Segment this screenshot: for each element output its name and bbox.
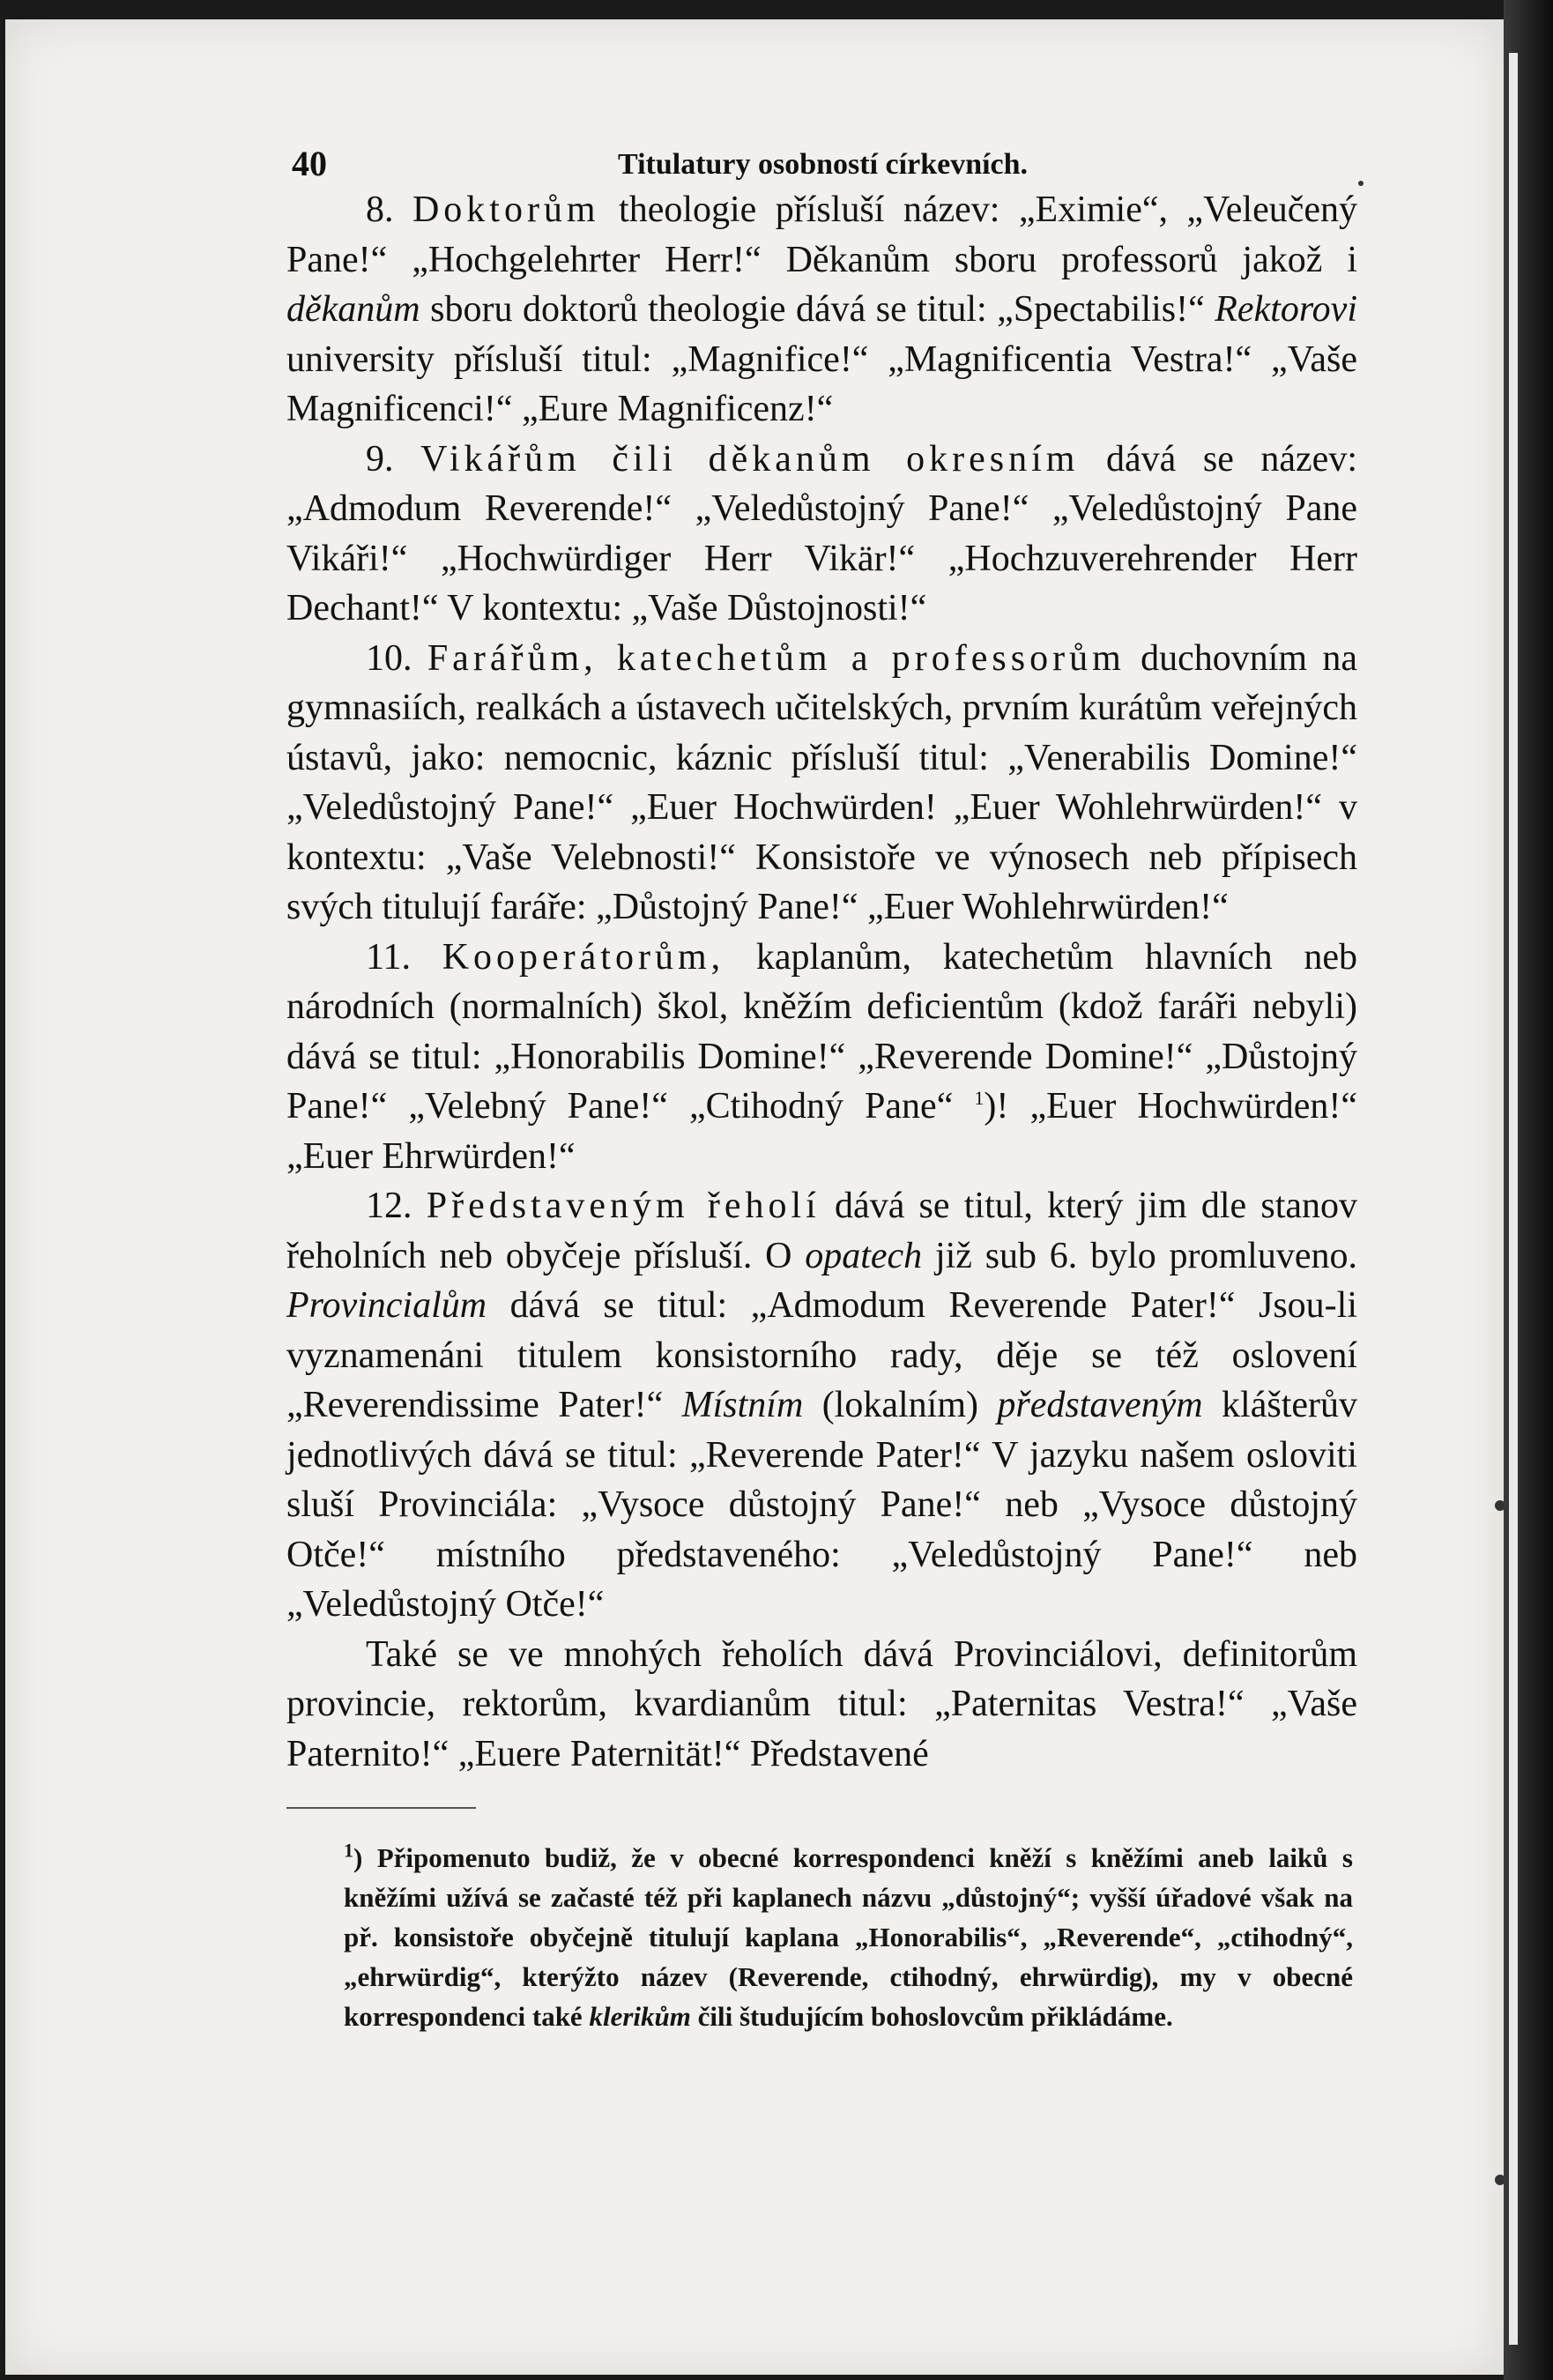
- speck-mark: [1358, 181, 1364, 186]
- text-run: university přísluší titul: „Magnifice!“ „Magnificentia Vestra!“ „Vaše Magnificenci!“ „Eure Magnificenz!“: [286, 338, 1357, 429]
- speck-mark: [1495, 2175, 1504, 2185]
- text-run: (lokalním): [803, 1385, 998, 1425]
- text-run: klášterův jednotlivých dává se titul: „Reverende Pater!“ V jazyku našem osloviti sluší Provinciála: „Vysoce důstojný Pane!“ neb „Vysoce důstojný Otče!“ místního představeného: „Veledůstojný Pane!“ neb „Veledůstojný Otče!“: [286, 1385, 1357, 1625]
- footnote-divider: [286, 1807, 476, 1809]
- text-run: čili študujícím bohoslovcům přikládáme.: [690, 2001, 1173, 2032]
- italic-run: představeným: [997, 1385, 1203, 1425]
- text-run: již sub 6. bylo promluveno.: [922, 1235, 1357, 1276]
- body-text: [286, 185, 1357, 1779]
- running-title: Titulatury osobností církevních.: [618, 148, 1029, 181]
- italic-run: klerikům: [589, 2001, 691, 2032]
- footnote-ref[interactable]: 1: [974, 1087, 985, 1109]
- paragraph-number: 8.: [366, 190, 394, 230]
- spaced-lead: Představeným řeholí: [426, 1186, 821, 1226]
- paragraph-number: 11.: [366, 936, 411, 978]
- paragraph-number: 9.: [366, 438, 394, 480]
- page-number: 40: [292, 144, 327, 183]
- footnote-text: [344, 1838, 1353, 2036]
- italic-run: Místním: [681, 1385, 804, 1425]
- text-run: theologie přísluší název: „Eximie“, „Veleučený Pane!“ „Hochgelehrter Herr!“ Děkanům sboru professorů jakož i: [286, 190, 1357, 280]
- text-run: kaplanům, katechetům hlavních neb národních (normalních) škol, kněžím deficientům (kdož faráři nebyli) dává se titul: „Honorabilis Domine!“ „Reverende Domine!“ „Důstojný Pane!“ „Velebný Pane!“ „Ctihodný Pane“: [286, 936, 1357, 1127]
- footnote-mark: 1: [344, 1839, 353, 1862]
- paragraph-11: [286, 933, 1357, 1182]
- italic-run: Provincialům: [286, 1285, 487, 1326]
- paragraph-number: 10.: [366, 637, 412, 679]
- text-run: dává se titul: „Admodum Reverende Pater!“ Jsou-li vyznamenáni titulem konsistorního rady, děje se též oslovení „Reverendissime Pater!“: [286, 1285, 1357, 1425]
- spaced-lead: Vikářům čili děkanům okresním: [420, 438, 1080, 480]
- paragraph-continuation: Také se ve mnohých řeholích dává Provinciálovi, definitorům provincie, rektorům, kvardianům titul: „Paternitas Vestra!“ „Vaše Paternito!“ „Euere Paternität!“ Představené: [286, 1633, 1357, 1774]
- text-run: duchovním na gymnasiích, realkách a ústavech učitelských, prvním kurátům veřejných ústavů, jako: nemocnic, káznic přísluší titul: „Venerabilis Domine!“ „Veledůstojný Pane!“ „Euer Hochwürden! „Euer Wohlehrwürden!“ v kontextu: „Vaše Velebnosti!“ Konsistoře ve výnosech neb přípisech svých titulují faráře: „Důstojný Pane!“ „Euer Wohlehrwürden!“: [286, 637, 1358, 927]
- paragraph-number: 12.: [366, 1186, 412, 1226]
- spaced-lead: Doktorům: [412, 190, 600, 230]
- italic-run: opatech: [805, 1235, 923, 1276]
- paragraph-12: [286, 1181, 1357, 1630]
- text-run: dává se titul, který jim dle stanov řeholních neb obyčeje přísluší. O: [286, 1186, 1358, 1276]
- paragraph-8: [286, 185, 1357, 435]
- paragraph-10: [286, 634, 1357, 933]
- text-run: dává se název: „Admodum Reverende!“ „Veledůstojný Pane!“ „Veledůstojný Pane Vikáři!“ „Hochwürdiger Herr Vikär!“ „Hochzuverehrender Herr Dechant!“ V kontextu: „Vaše Důstojnosti!“: [286, 438, 1357, 628]
- paragraph-9: [286, 435, 1357, 634]
- text-run: ) Připomenuto budiž, že v obecné korrespondenci kněží s kněžími aneb laiků s kněžími užívá se začasté též při kaplanech názvu „důstojný“; vyšší úřadové však na př. konsistoře obyčejně titulují kaplana „Honorabilis“, „Reverende“, „ctihodný“, „ehrwürdig“, kterýžto název (Reverende, ctihodný, ehrwürdig), my v obecné korrespondenci také: [344, 1842, 1353, 2032]
- italic-run: děkanům: [286, 289, 420, 330]
- text-run: )! „Euer Hochwürden!“ „Euer Ehrwürden!“: [286, 1086, 1357, 1177]
- speck-mark: [1495, 1500, 1504, 1511]
- spaced-lead: Farářům, katechetům a professorům: [427, 637, 1126, 679]
- scan-edge-strip: [1509, 53, 1518, 2345]
- spaced-lead: Kooperátorům,: [442, 936, 725, 978]
- text-run: sboru doktorů theologie dává se titul: „Spectabilis!“: [420, 289, 1215, 330]
- italic-run: Rektorovi: [1215, 289, 1357, 330]
- footnote: [344, 1838, 1353, 2036]
